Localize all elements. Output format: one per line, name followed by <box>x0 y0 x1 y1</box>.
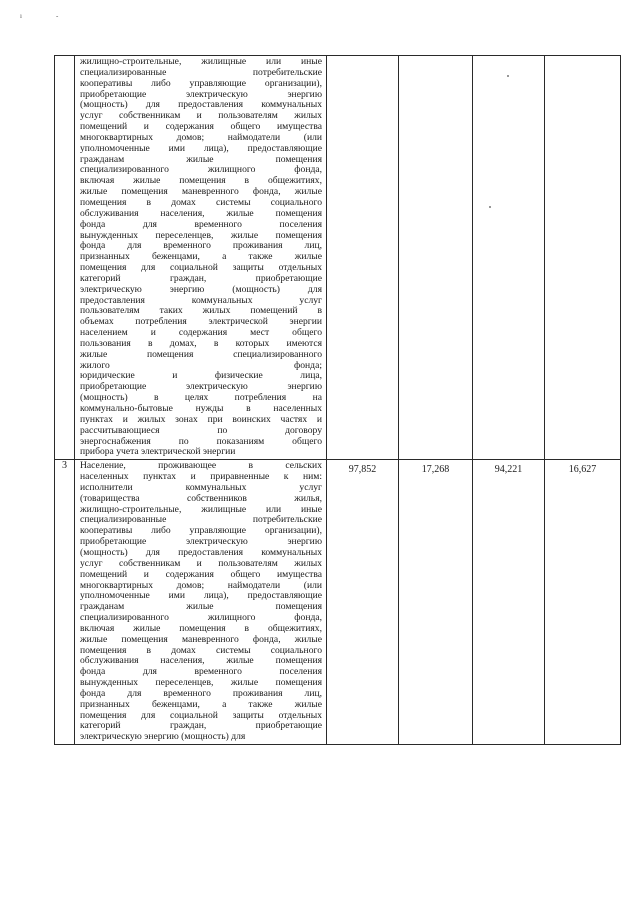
table-row <box>55 460 621 745</box>
description-line: услуг собственникам и пользователям жилых <box>80 110 322 122</box>
tariff-value-cell <box>327 460 399 745</box>
description-line: Население, проживающее в сельских <box>80 460 322 472</box>
scan-artifact: ı <box>20 12 22 20</box>
description-line: гражданам жилые помещения <box>80 601 322 613</box>
description-line: помещений и содержания общего имущества <box>80 568 322 580</box>
description-line: обслуживания населения, жилые помещения <box>80 655 322 667</box>
description-line: жилые помещения специализированного <box>80 348 322 360</box>
description-line: категорий граждан, приобретающие <box>80 720 322 732</box>
description-line: электрическую энергию (мощность) для <box>80 731 246 743</box>
description-line: включая жилые помещения в общежитиях, <box>80 622 322 634</box>
description-line: уполномоченные ими лица), предоставляющие <box>80 590 322 602</box>
description-line: приобретающие электрическую энергию <box>80 381 322 393</box>
description-line: помещения для социальной защиты отдельных <box>80 262 322 274</box>
description-line: уполномоченные ими лица), предоставляющие <box>80 142 322 154</box>
description-line: фонда для временного проживания лиц, <box>80 687 322 699</box>
description-line: (мощность) в целях потребления на <box>80 392 322 404</box>
description-line: пользователям таких жилых помещений в <box>80 305 322 317</box>
description-line: предоставления коммунальных услуг <box>80 294 322 306</box>
description-line: многоквартирных домов; наймодатели (или <box>80 131 322 143</box>
description-line: кооперативы либо управляющие организации), <box>80 525 322 537</box>
description-line: жилого фонда; <box>80 359 322 371</box>
description-line: признанных беженцами, а также жилые <box>80 698 322 710</box>
tariff-value-cell <box>399 460 473 745</box>
description-line: помещения в домах системы социального <box>80 644 322 656</box>
description-line: многоквартирных домов; наймодатели (или <box>80 579 322 591</box>
description-line: фонда для временного поселения <box>80 666 322 678</box>
description-line: гражданам жилые помещения <box>80 153 322 165</box>
description-line: энергоснабжения по показаниям общего <box>80 435 322 447</box>
description-line: приобретающие электрическую энергию <box>80 88 322 100</box>
tariff-value <box>473 56 544 60</box>
description-line: жилищно-строительные, жилищные или иные <box>80 56 322 67</box>
tariff-table <box>54 55 621 745</box>
description-line: объемах потребления электрической энергии <box>80 316 322 328</box>
tariff-value: 94,221 <box>494 464 523 476</box>
row-number-cell: 3 <box>55 460 75 745</box>
tariff-value-cell <box>327 56 399 460</box>
description-line: населенных пунктах и приравненные к ним: <box>80 471 322 483</box>
description-line: специализированные потребительские <box>80 514 322 526</box>
description-line: (мощность) для предоставления коммунальных <box>80 99 322 111</box>
table-body <box>55 56 621 745</box>
description-line: помещения для социальной защиты отдельных <box>80 709 322 721</box>
description-line: кооперативы либо управляющие организации), <box>80 77 322 89</box>
tariff-value: 97,852 <box>348 464 377 476</box>
description-line: юридические и физические лица, <box>80 370 322 382</box>
description-line: специализированного жилищного фонда, <box>80 612 322 624</box>
tariff-value: 17,268 <box>421 464 450 476</box>
scan-artifact: - <box>56 12 59 20</box>
description-line: (мощность) для предоставления коммунальных <box>80 546 322 558</box>
description-line: коммунально-бытовые нужды в населенных <box>80 403 322 414</box>
consumer-category-cell <box>75 56 327 460</box>
tariff-value-cell <box>473 460 545 745</box>
description-line: прибора учета электрической энергии <box>80 446 236 458</box>
tariff-value-cell <box>399 56 473 460</box>
description-line: помещений и содержания общего имущества <box>80 121 322 133</box>
tariff-value <box>399 56 472 60</box>
description-line: специализированного жилищного фонда, <box>80 164 322 176</box>
description-line: жилые помещения маневренного фонда, жилые <box>80 186 322 198</box>
description-line: жилищно-строительные, жилищные или иные <box>80 503 322 515</box>
description-line: населением и содержания мест общего <box>80 327 322 339</box>
tariff-value-cell <box>545 56 621 460</box>
description-line: рассчитывающиеся по договору <box>80 424 322 436</box>
description-line: категорий граждан, приобретающие <box>80 272 322 284</box>
description-line: пунктах и жилых зонах при воинских частях и <box>80 413 322 425</box>
description-line: помещения в домах системы социального <box>80 196 322 208</box>
description-line: вынужденных переселенцев, жилые помещения <box>80 229 322 241</box>
description-line: признанных беженцами, а также жилые <box>80 251 322 263</box>
description-line: жилые помещения маневренного фонда, жилые <box>80 633 322 645</box>
description-line: (товарищества собственников жилья, <box>80 492 322 504</box>
table-row <box>55 56 621 460</box>
tariff-value <box>327 56 398 60</box>
description-line: исполнители коммунальных услуг <box>80 481 322 493</box>
description-line: вынужденных переселенцев, жилые помещения <box>80 677 322 689</box>
row-number-cell <box>55 56 75 460</box>
description-line: обслуживания населения, жилые помещения <box>80 207 322 219</box>
description-line: фонда для временного поселения <box>80 218 322 230</box>
description-line: специализированные потребительские <box>80 66 322 78</box>
tariff-value-cell <box>473 56 545 460</box>
description-line: электрическую энергию (мощность) для <box>80 283 322 295</box>
description-line: включая жилые помещения в общежитиях, <box>80 175 322 187</box>
description-line: приобретающие электрическую энергию <box>80 536 322 548</box>
tariff-value <box>545 56 620 60</box>
tariff-value: 16,627 <box>568 464 597 476</box>
description-line: фонда для временного проживания лиц, <box>80 240 322 252</box>
description-line: услуг собственникам и пользователям жилых <box>80 557 322 569</box>
description-line: пользования в домах, в которых имеются <box>80 337 322 349</box>
consumer-category-cell <box>75 460 327 745</box>
tariff-value-cell <box>545 460 621 745</box>
